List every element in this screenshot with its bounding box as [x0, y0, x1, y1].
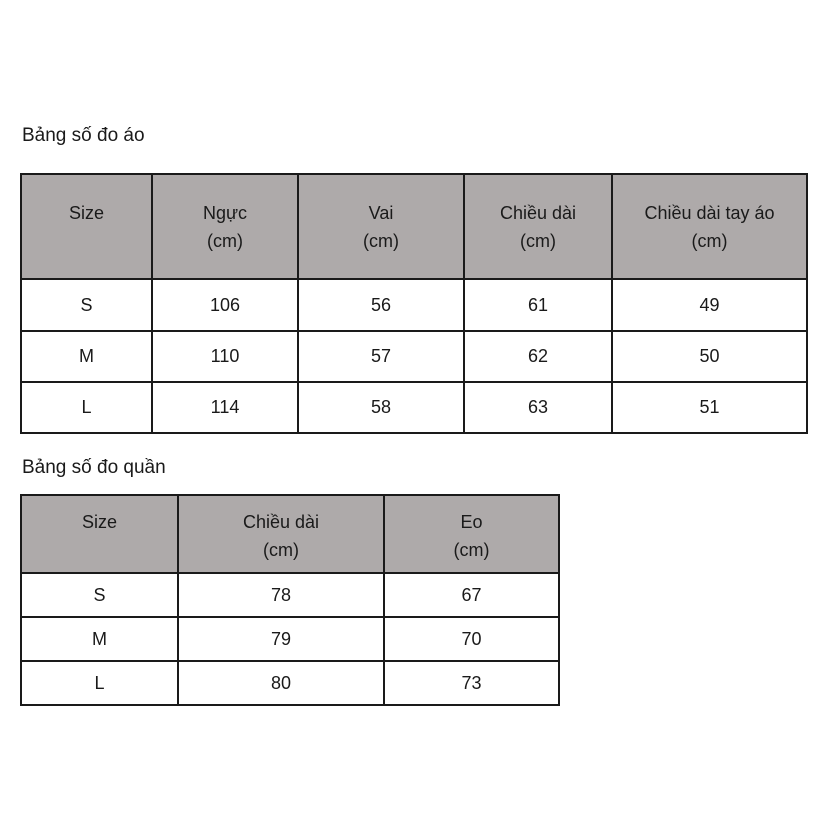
- cell-waist: 70: [384, 617, 559, 661]
- table-row: [21, 661, 559, 705]
- table-row: [21, 279, 807, 331]
- cell-size: M: [21, 617, 178, 661]
- header-unit: (cm): [263, 540, 299, 560]
- table-row: [21, 617, 559, 661]
- cell-shoulder: 56: [298, 279, 464, 331]
- cell-length: 79: [178, 617, 384, 661]
- cell-waist: 67: [384, 573, 559, 617]
- header-cell-shoulder: [298, 174, 464, 279]
- cell-size: S: [21, 279, 152, 331]
- cell-sleeve-length: 51: [612, 382, 807, 433]
- header-unit: (cm): [520, 231, 556, 251]
- header-label: Vai: [368, 203, 394, 223]
- cell-sleeve-length: 50: [612, 331, 807, 382]
- cell-length: 62: [464, 331, 612, 382]
- header-unit: (cm): [691, 231, 728, 251]
- table-row: [21, 382, 807, 433]
- cell-size: L: [21, 382, 152, 433]
- header-cell-chest: [152, 174, 298, 279]
- cell-shoulder: 58: [298, 382, 464, 433]
- cell-size: S: [21, 573, 178, 617]
- cell-length: 63: [464, 382, 612, 433]
- cell-chest: 106: [152, 279, 298, 331]
- cell-sleeve-length: 49: [612, 279, 807, 331]
- cell-length: 61: [464, 279, 612, 331]
- table-row: [21, 331, 807, 382]
- header-label: Chiều dài tay áo: [644, 203, 775, 223]
- header-label: Eo: [460, 512, 483, 532]
- cell-shoulder: 57: [298, 331, 464, 382]
- shirt-size-table: [20, 173, 808, 434]
- header-label: Chiều dài: [499, 203, 577, 223]
- header-cell-length: [464, 174, 612, 279]
- header-unit: (cm): [363, 231, 399, 251]
- table-header-row: [21, 174, 807, 279]
- header-unit: (cm): [453, 540, 490, 560]
- header-cell-size: [21, 174, 152, 279]
- table-header-row: [21, 495, 559, 573]
- header-cell-waist: [384, 495, 559, 573]
- header-cell-size: [21, 495, 178, 573]
- header-cell-sleeve-length: [612, 174, 807, 279]
- shirt-table-title: Bảng số đo áo: [22, 125, 145, 146]
- cell-length: 78: [178, 573, 384, 617]
- cell-chest: 114: [152, 382, 298, 433]
- pants-table-title: Bảng số đo quần: [22, 457, 166, 478]
- pants-size-table: [20, 494, 560, 706]
- header-unit: (cm): [207, 231, 243, 251]
- header-label: Chiều dài: [242, 512, 320, 532]
- header-cell-length: [178, 495, 384, 573]
- cell-chest: 110: [152, 331, 298, 382]
- cell-size: L: [21, 661, 178, 705]
- table-row: [21, 573, 559, 617]
- cell-size: M: [21, 331, 152, 382]
- header-label: Size: [81, 512, 117, 532]
- header-label: Size: [68, 203, 104, 223]
- cell-waist: 73: [384, 661, 559, 705]
- cell-length: 80: [178, 661, 384, 705]
- header-label: Ngực: [202, 203, 248, 223]
